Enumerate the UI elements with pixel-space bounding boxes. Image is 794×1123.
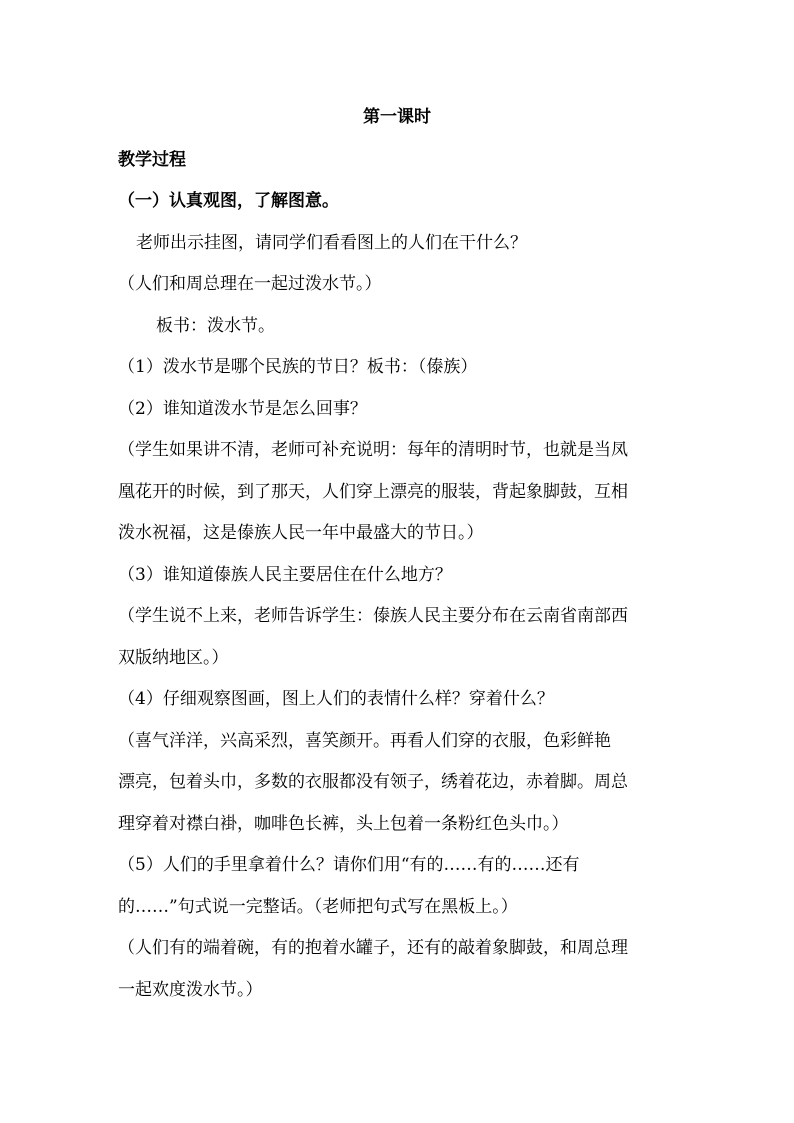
text-line: （4）仔细观察图画，图上人们的表情什么样？穿着什么？ [118,689,554,709]
text-line: 泼水祝福，这是傣族人民一年中最盛大的节日。） [118,523,484,543]
text-line: （人们有的端着碗，有的抱着水罐子，还有的敲着象脚鼓，和周总理 [118,938,628,958]
text-line: （1）泼水节是哪个民族的节日？板书：（傣族） [118,357,478,377]
text-line: （学生说不上来，老师告诉学生：傣族人民主要分布在云南省南部西 [118,606,628,626]
text-line: 老师出示挂图，请同学们看看图上的人们在干什么？ [136,233,527,253]
text-line: 一起欢度泼水节。） [118,980,263,1000]
page-title: 第一课时 [363,107,431,127]
text-line: （5）人们的手里拿着什么？请你们用“有的……有的……还有 [118,855,580,875]
text-line: 凰花开的时候，到了那天，人们穿上漂亮的服装，背起象脚鼓，互相 [118,482,628,502]
text-line: （喜气洋洋，兴高采烈，喜笑颜开。再看人们穿的衣服，色彩鲜艳 [118,731,611,751]
text-line: （人们和周总理在一起过泼水节。） [118,274,382,294]
text-line: （学生如果讲不清，老师可补充说明：每年的清明时节，也就是当凤 [118,440,628,460]
text-line: （3）谁知道傣族人民主要居住在什么地方？ [118,565,452,585]
text-line: 板书：泼水节。 [156,316,275,336]
text-line: 的……”句式说一完整话。（老师把句式写在黑板上。） [118,897,518,917]
text-line: （2）谁知道泼水节是怎么回事？ [118,399,367,419]
text-line: 漂亮，包着头巾，多数的衣服都没有领子，绣着花边，赤着脚。周总 [118,772,628,792]
section-heading: 教学过程 [118,150,186,170]
text-line: 理穿着对襟白褂，咖啡色长裤，头上包着一条粉红色头巾。） [118,814,569,834]
subheading: （一）认真观图，了解图意。 [118,191,339,211]
text-line: 双版纳地区。） [118,648,229,668]
